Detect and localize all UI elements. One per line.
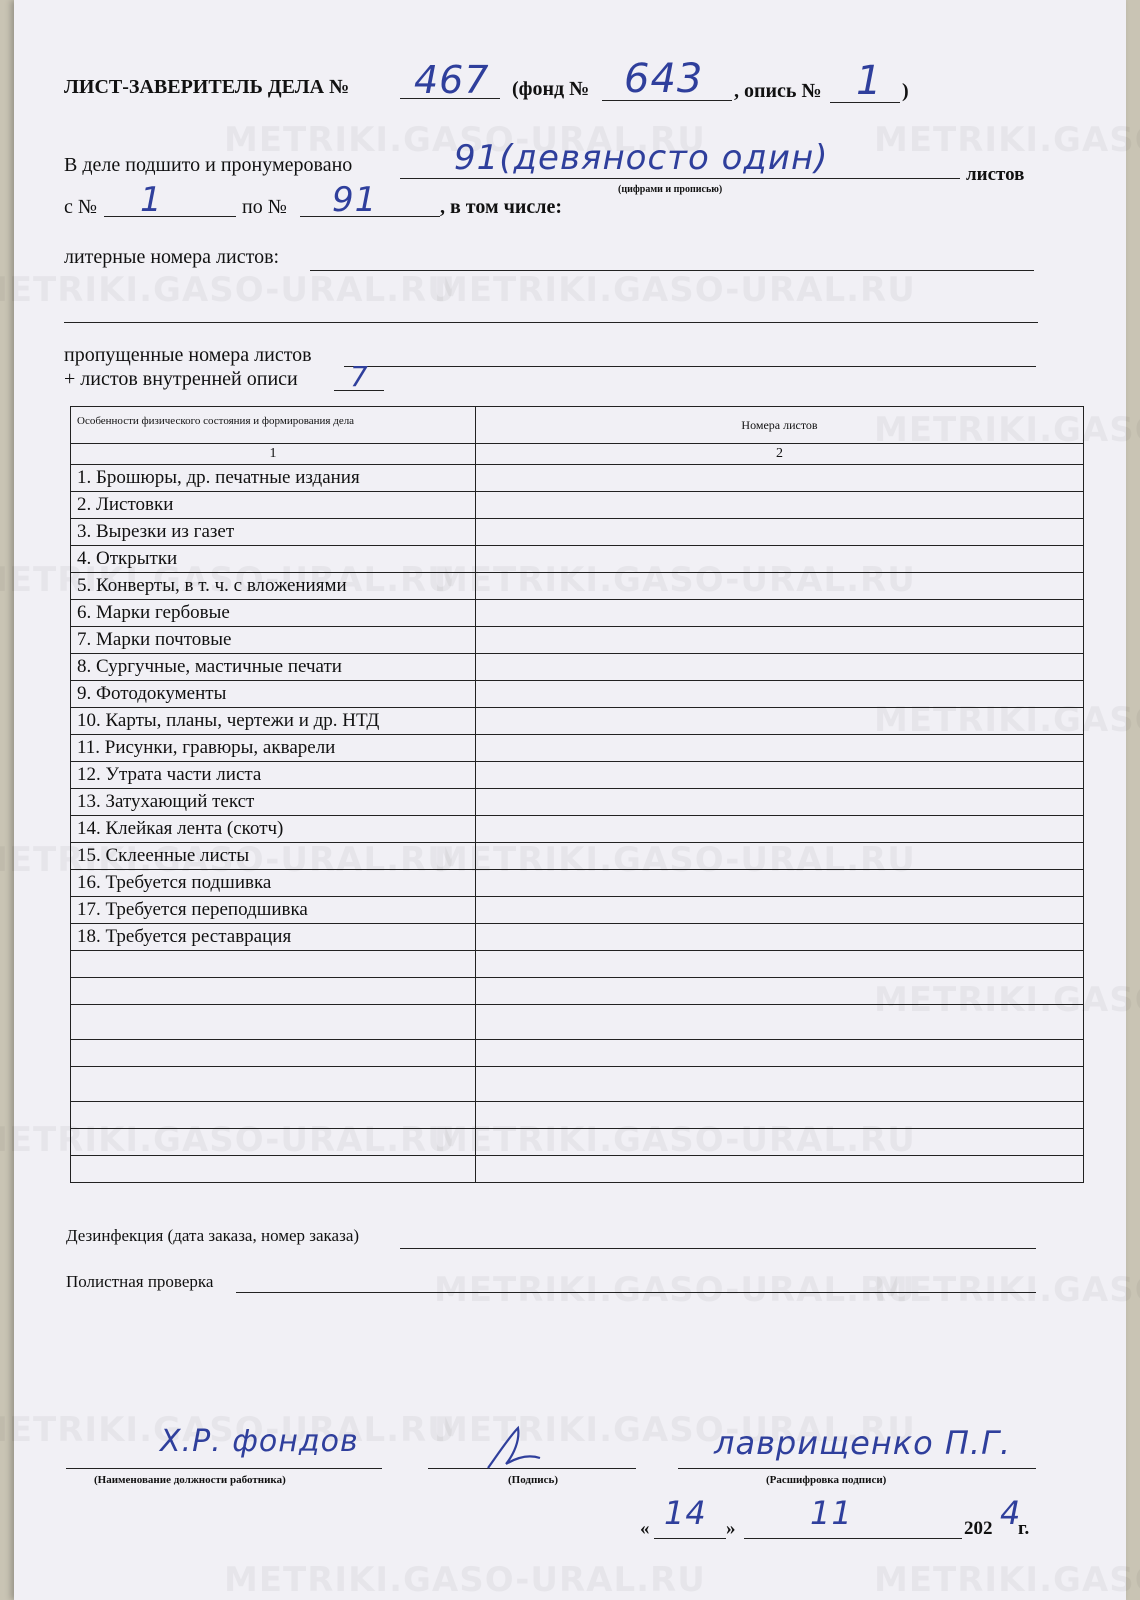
pages-intro: В деле подшито и пронумеровано [64, 154, 353, 176]
col1-header: Особенности физического состояния и формирования дела [71, 407, 476, 444]
date-year-prefix: 202 [964, 1518, 993, 1539]
condition-item-label: 5. Конверты, в т. ч. с вложениями [71, 573, 476, 600]
date-close-quote: » [726, 1518, 736, 1539]
sheets-label: листов [966, 164, 1025, 185]
condition-item-label: 1. Брошюры, др. печатные издания [71, 465, 476, 492]
condition-item-label: 9. Фотодокументы [71, 681, 476, 708]
name-caption: (Расшифровка подписи) [766, 1474, 887, 1486]
empty-cell [476, 1102, 1084, 1129]
watermark-text [874, 1560, 1140, 1600]
condition-item-label: 4. Открытки [71, 546, 476, 573]
empty-cell [476, 1156, 1084, 1183]
sheet-numbers-cell[interactable] [476, 465, 1084, 492]
position-value: Х.Р. фондов [160, 1424, 359, 1459]
date-open-quote: « [640, 1518, 650, 1539]
inner-inventory-count: 7 [350, 360, 369, 393]
sheet-numbers-cell[interactable] [476, 816, 1084, 843]
condition-item-label: 8. Сургучные, мастичные печати [71, 654, 476, 681]
empty-cell [476, 1129, 1084, 1156]
table-row [71, 519, 1084, 546]
pages-count-written: 91(девяносто один) [454, 138, 829, 178]
table-row [71, 654, 1084, 681]
watermark-text [434, 1270, 916, 1310]
sheet-numbers-cell[interactable] [476, 519, 1084, 546]
sheet-numbers-cell[interactable] [476, 573, 1084, 600]
table-row [71, 681, 1084, 708]
condition-item-label: 11. Рисунки, гравюры, акварели [71, 735, 476, 762]
sheet-numbers-cell[interactable] [476, 870, 1084, 897]
sheet-numbers-cell[interactable] [476, 627, 1084, 654]
date-year-suffix: 4 [1000, 1494, 1022, 1532]
table-empty-row [71, 1040, 1084, 1067]
empty-cell [71, 1040, 476, 1067]
empty-cell [476, 951, 1084, 978]
table-row [71, 735, 1084, 762]
from-number: 1 [140, 180, 163, 220]
sheet-numbers-cell[interactable] [476, 735, 1084, 762]
condition-item-label: 15. Склеенные листы [71, 843, 476, 870]
document-title: ЛИСТ-ЗАВЕРИТЕЛЬ ДЕЛА № [64, 76, 350, 98]
condition-item-label: 16. Требуется подшивка [71, 870, 476, 897]
including-label: , в том числе: [440, 196, 563, 218]
table-row [71, 546, 1084, 573]
condition-item-label: 13. Затухающий текст [71, 789, 476, 816]
condition-item-label: 10. Карты, планы, чертежи и др. НТД [71, 708, 476, 735]
condition-item-label: 14. Клейкая лента (скотч) [71, 816, 476, 843]
sheet-numbers-cell[interactable] [476, 924, 1084, 951]
table-empty-row [71, 1067, 1084, 1102]
document-page [14, 0, 1126, 1600]
empty-cell [71, 951, 476, 978]
condition-item-label: 3. Вырезки из газет [71, 519, 476, 546]
table-empty-row [71, 978, 1084, 1005]
table-header-row [71, 407, 1084, 444]
inner-inventory-label: + листов внутренней описи [64, 368, 298, 390]
col1-number: 1 [71, 444, 476, 465]
col2-number: 2 [476, 444, 1084, 465]
empty-cell [71, 1129, 476, 1156]
table-row [71, 762, 1084, 789]
table-row [71, 627, 1084, 654]
table-row [71, 870, 1084, 897]
condition-item-label: 18. Требуется реставрация [71, 924, 476, 951]
empty-cell [71, 1067, 476, 1102]
name-value: лаврищенко П.Г. [714, 1424, 1012, 1462]
sheet-numbers-cell[interactable] [476, 654, 1084, 681]
position-caption: (Наименование должности работника) [94, 1474, 286, 1486]
empty-cell [476, 1067, 1084, 1102]
table-row [71, 843, 1084, 870]
condition-table [70, 406, 1084, 1183]
col2-header: Номера листов [476, 407, 1084, 444]
fond-number: 643 [624, 56, 704, 102]
sheet-numbers-cell[interactable] [476, 708, 1084, 735]
table-empty-row [71, 1156, 1084, 1183]
disinfection-label: Дезинфекция (дата заказа, номер заказа) [66, 1226, 360, 1245]
page-check-label: Полистная проверка [66, 1272, 214, 1291]
empty-cell [71, 1005, 476, 1040]
opis-label: , опись № [734, 80, 822, 102]
table-row [71, 708, 1084, 735]
missing-numbers-label: пропущенные номера листов [64, 344, 312, 366]
sheet-numbers-cell[interactable] [476, 897, 1084, 924]
sign-caption: (Подпись) [508, 1474, 559, 1486]
table-row [71, 573, 1084, 600]
empty-cell [71, 1156, 476, 1183]
table-empty-row [71, 1005, 1084, 1040]
to-number: 91 [332, 180, 378, 220]
date-year-label: г. [1018, 1518, 1030, 1539]
sheet-numbers-cell[interactable] [476, 681, 1084, 708]
table-empty-row [71, 1129, 1084, 1156]
condition-item-label: 7. Марки почтовые [71, 627, 476, 654]
empty-cell [71, 1102, 476, 1129]
watermark-text [434, 270, 916, 310]
table-empty-row [71, 951, 1084, 978]
watermark-text [874, 120, 1140, 160]
empty-cell [476, 1005, 1084, 1040]
watermark-text [224, 1560, 706, 1600]
condition-item-label: 17. Требуется переподшивка [71, 897, 476, 924]
table-empty-row [71, 1102, 1084, 1129]
condition-item-label: 12. Утрата части листа [71, 762, 476, 789]
letter-numbers-label: литерные номера листов: [64, 246, 280, 268]
empty-cell [476, 978, 1084, 1005]
table-row [71, 789, 1084, 816]
sheet-numbers-cell[interactable] [476, 843, 1084, 870]
date-day: 14 [664, 1494, 707, 1532]
empty-cell [71, 978, 476, 1005]
table-row [71, 816, 1084, 843]
case-number: 467 [414, 58, 490, 102]
sheet-numbers-cell[interactable] [476, 546, 1084, 573]
table-number-row [71, 444, 1084, 465]
sheet-numbers-cell[interactable] [476, 600, 1084, 627]
fond-label: (фонд № [512, 78, 590, 100]
date-month: 11 [810, 1494, 853, 1532]
opis-number: 1 [856, 58, 883, 104]
condition-item-label: 2. Листовки [71, 492, 476, 519]
handwritten-signature [484, 1424, 544, 1472]
empty-cell [476, 1040, 1084, 1067]
table-row [71, 897, 1084, 924]
sheet-numbers-cell[interactable] [476, 492, 1084, 519]
opis-close: ) [902, 80, 909, 102]
watermark-text [0, 270, 456, 310]
pages-count-caption: (цифрами и прописью) [618, 184, 723, 195]
table-row [71, 924, 1084, 951]
sheet-numbers-cell[interactable] [476, 789, 1084, 816]
table-row [71, 600, 1084, 627]
to-label: по № [242, 196, 287, 218]
from-label: с № [64, 196, 97, 218]
condition-item-label: 6. Марки гербовые [71, 600, 476, 627]
table-row [71, 465, 1084, 492]
table-row [71, 492, 1084, 519]
sheet-numbers-cell[interactable] [476, 762, 1084, 789]
